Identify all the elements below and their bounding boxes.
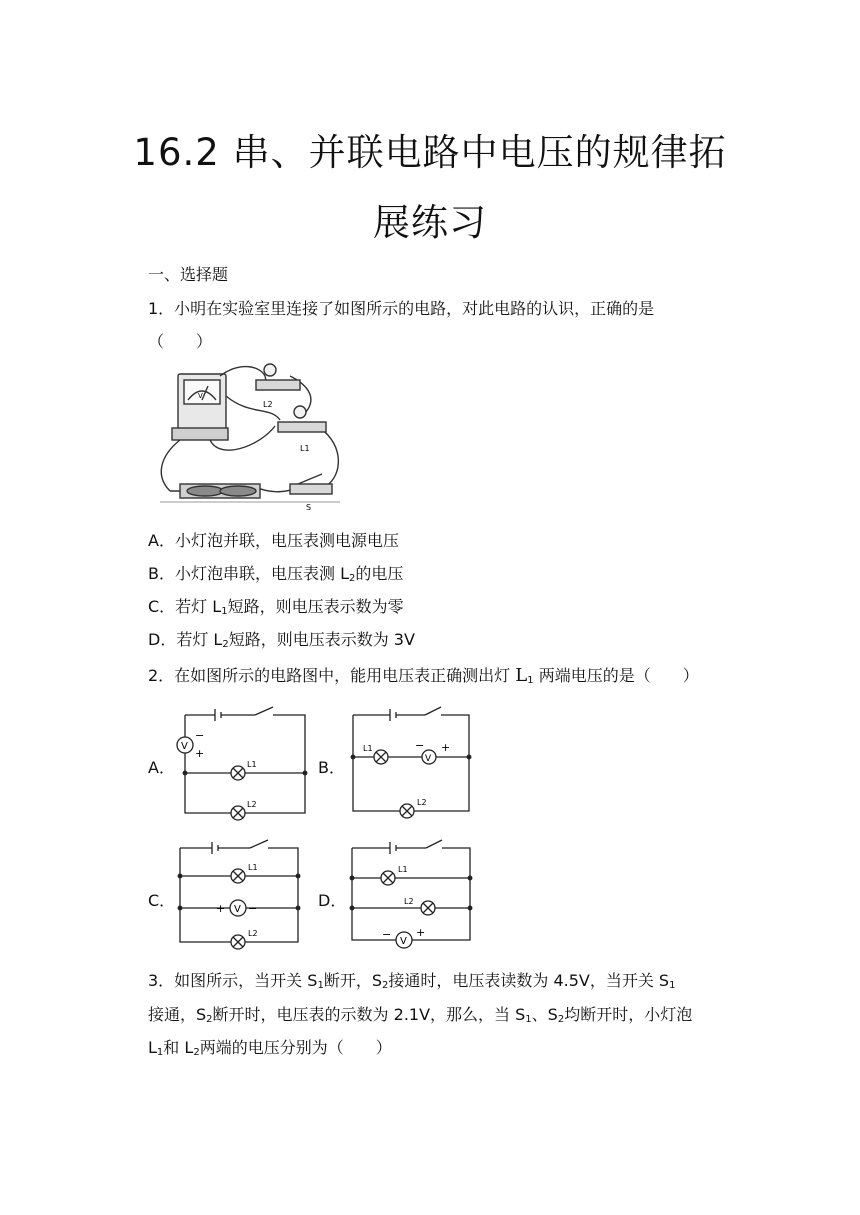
q2-stem: 2．在如图所示的电路图中，能用电压表正确测出灯 $L_1$ 两端电压的是（ ） (148, 665, 699, 686)
q2-label-b: B． (318, 758, 345, 777)
svg-text:+: + (441, 741, 451, 754)
svg-text:V: V (425, 754, 432, 764)
svg-text:+: + (195, 747, 205, 760)
q3-line-3: $L_1$和 $L_2$两端的电压分别为（ ） (148, 1038, 392, 1058)
svg-text:+: + (416, 926, 426, 939)
svg-text:L1: L1 (247, 760, 257, 769)
q2-label-d: D． (318, 891, 347, 910)
svg-text:−: − (195, 729, 205, 742)
q2-label-c: C． (148, 891, 176, 910)
svg-text:L2: L2 (404, 897, 414, 906)
svg-text:L1: L1 (398, 865, 408, 874)
q1-option-b: B．小灯泡串联，电压表测 $L_2$的电压 (148, 564, 404, 584)
q1-fig-label-l2: L2 (263, 400, 273, 409)
svg-text:V: V (234, 904, 241, 915)
q2-circuit-b (345, 703, 480, 821)
q1-circuit-photo (150, 356, 350, 514)
q2-circuit-c (172, 838, 307, 950)
svg-text:V: V (181, 741, 188, 752)
q3-line-1: 3．如图所示，当开关 $S_1$断开，$S_2$接通时，电压表读数为 4.5V，当开关 $S_1$ (148, 971, 676, 991)
svg-text:L2: L2 (417, 798, 427, 807)
q1-paren: （ ） (148, 332, 213, 351)
svg-text:L1: L1 (363, 744, 373, 753)
svg-text:L2: L2 (248, 929, 258, 938)
svg-text:−: − (248, 902, 258, 915)
svg-text:−: − (382, 928, 392, 941)
page-title-line-1: 16.2 串、并联电路中电压的规律拓 (133, 131, 727, 174)
q2-circuit-d (342, 838, 477, 950)
q1-option-d: D．若灯 $L_2$短路，则电压表示数为 3V (148, 630, 415, 650)
q2-circuit-a (175, 703, 310, 821)
svg-text:L1: L1 (248, 863, 258, 872)
q1-fig-label-s: S (306, 503, 312, 512)
svg-text:−: − (415, 739, 425, 752)
q1-fig-label-l1: L1 (300, 444, 310, 453)
q1-option-c: C．若灯 $L_1$短路，则电压表示数为零 (148, 597, 404, 617)
q1-stem: 1．小明在实验室里连接了如图所示的电路，对此电路的认识，正确的是 (148, 299, 655, 318)
section-heading: 一、选择题 (148, 265, 229, 284)
page-title-line-2: 展练习 (373, 201, 487, 244)
svg-text:V: V (400, 936, 407, 947)
svg-text:+: + (216, 902, 226, 915)
q1-option-a: A．小灯泡并联，电压表测电源电压 (148, 531, 399, 550)
q3-line-2: 接通，$S_2$断开时，电压表的示数为 2.1V，那么，当 $S_1$、$S_2$均断开时，小灯泡 (148, 1005, 693, 1025)
q1-fig-label-v: V (198, 392, 203, 400)
svg-text:L2: L2 (247, 800, 257, 809)
q2-label-a: A． (148, 758, 175, 777)
